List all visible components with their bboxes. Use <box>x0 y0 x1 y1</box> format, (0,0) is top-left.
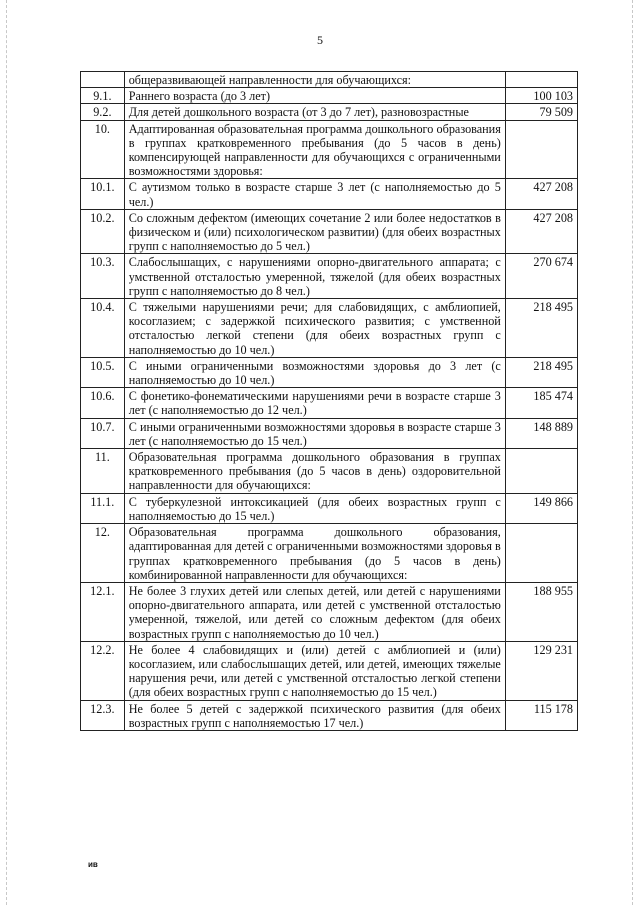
tariff-table <box>80 71 578 731</box>
row-description: С туберкулезной интоксикацией (для обеих возрастных групп с наполняемостью до 15 чел.) <box>124 493 505 523</box>
row-value: 270 674 <box>505 254 577 299</box>
table-row <box>81 299 578 358</box>
row-description: С фонетико-фонематическими нарушениями речи в возрасте старше 3 лет (с наполняемостью до 12 чел.) <box>124 388 505 418</box>
row-number: 12.3. <box>81 700 125 730</box>
row-description: Не более 5 детей с задержкой психического развития (для обеих возрастных групп с наполняемостью 17 чел.) <box>124 700 505 730</box>
row-description: Не более 4 слабовидящих и (или) детей с амблиопией и (или) косоглазием, или слабослышащих детей, или детей, имеющих тяжелые нарушения речи, или детей с умственной отсталостью легкой степени (для обеих возрастных групп с наполняемостью до 15 чел.) <box>124 641 505 700</box>
row-value: 427 208 <box>505 179 577 209</box>
row-description: Раннего возраста (до 3 лет) <box>124 88 505 104</box>
table-row <box>81 209 578 254</box>
row-value: 129 231 <box>505 641 577 700</box>
row-number: 10.5. <box>81 357 125 387</box>
row-value <box>505 120 577 179</box>
table-row <box>81 254 578 299</box>
row-description: Слабослышащих, с нарушениями опорно-двигательного аппарата; с умственной отсталостью умеренной, тяжелой (для обеих возрастных групп с наполняемостью до 8 чел.) <box>124 254 505 299</box>
table-row <box>81 641 578 700</box>
footer-initials: ив <box>88 860 98 869</box>
row-value <box>505 524 577 583</box>
row-description: Не более 3 глухих детей или слепых детей, или детей с нарушениями опорно-двигательного аппарата, или детей с умственной отсталостью умеренной, тяжелой, или детей со сложным дефектом (для обеих возрастных групп с наполняемостью до 10 чел.) <box>124 582 505 641</box>
row-value: 79 509 <box>505 104 577 120</box>
row-value: 148 889 <box>505 418 577 448</box>
row-number: 12.2. <box>81 641 125 700</box>
row-number <box>81 72 125 88</box>
row-value: 218 495 <box>505 357 577 387</box>
table-row <box>81 104 578 120</box>
row-description: Образовательная программа дошкольного образования в группах кратковременного пребывания (до 5 часов в день) оздоровительной направленности для обучающихся: <box>124 449 505 494</box>
row-number: 10.3. <box>81 254 125 299</box>
row-description: С тяжелыми нарушениями речи; для слабовидящих, с амблиопией, косоглазием; с задержкой психического развития; с умственной отсталостью легкой степени (для обеих возрастных групп с наполняемостью до 10 чел.) <box>124 299 505 358</box>
table-row <box>81 582 578 641</box>
row-number: 10.4. <box>81 299 125 358</box>
table-row <box>81 388 578 418</box>
scan-edge-left <box>6 0 8 905</box>
row-value: 188 955 <box>505 582 577 641</box>
table-row <box>81 524 578 583</box>
row-number: 10.1. <box>81 179 125 209</box>
table-row <box>81 72 578 88</box>
row-description: Образовательная программа дошкольного образования, адаптированная для детей с ограниченными возможностями здоровья в группах кратковременного пребывания (до 5 часов в день) комбинированной направленности для обучающихся: <box>124 524 505 583</box>
row-number: 12.1. <box>81 582 125 641</box>
row-number: 9.1. <box>81 88 125 104</box>
row-number: 9.2. <box>81 104 125 120</box>
table-row <box>81 179 578 209</box>
table-row <box>81 357 578 387</box>
table-row <box>81 418 578 448</box>
row-number: 10. <box>81 120 125 179</box>
table-body <box>81 72 578 731</box>
table-row <box>81 493 578 523</box>
row-value: 185 474 <box>505 388 577 418</box>
row-description: С иными ограниченными возможностями здоровья до 3 лет (с наполняемостью до 10 чел.) <box>124 357 505 387</box>
page-number: 5 <box>317 33 323 47</box>
row-description: Адаптированная образовательная программа дошкольного образования в группах кратковременного пребывания (до 5 часов в день) компенсирующей направленности для обучающихся с ограниченными возможностями здоровья: <box>124 120 505 179</box>
row-description: общеразвивающей направленности для обучающихся: <box>124 72 505 88</box>
row-number: 12. <box>81 524 125 583</box>
row-number: 11. <box>81 449 125 494</box>
row-description: С аутизмом только в возрасте старше 3 лет (с наполняемостью до 5 чел.) <box>124 179 505 209</box>
row-value <box>505 449 577 494</box>
scan-edge-right <box>632 0 634 905</box>
table-row <box>81 88 578 104</box>
row-number: 10.6. <box>81 388 125 418</box>
row-number: 10.7. <box>81 418 125 448</box>
row-value: 100 103 <box>505 88 577 104</box>
row-value <box>505 72 577 88</box>
row-description: Для детей дошкольного возраста (от 3 до 7 лет), разновозрастные <box>124 104 505 120</box>
row-description: С иными ограниченными возможностями здоровья в возрасте старше 3 лет (с наполняемостью до 15 чел.) <box>124 418 505 448</box>
row-value: 115 178 <box>505 700 577 730</box>
table-row <box>81 700 578 730</box>
row-number: 11.1. <box>81 493 125 523</box>
row-value: 427 208 <box>505 209 577 254</box>
table-row <box>81 449 578 494</box>
row-number: 10.2. <box>81 209 125 254</box>
row-description: Со сложным дефектом (имеющих сочетание 2 или более недостатков в физическом и (или) психологическом развитии) (для обеих возрастных групп с наполняемостью до 5 чел.) <box>124 209 505 254</box>
table-row <box>81 120 578 179</box>
row-value: 218 495 <box>505 299 577 358</box>
row-value: 149 866 <box>505 493 577 523</box>
